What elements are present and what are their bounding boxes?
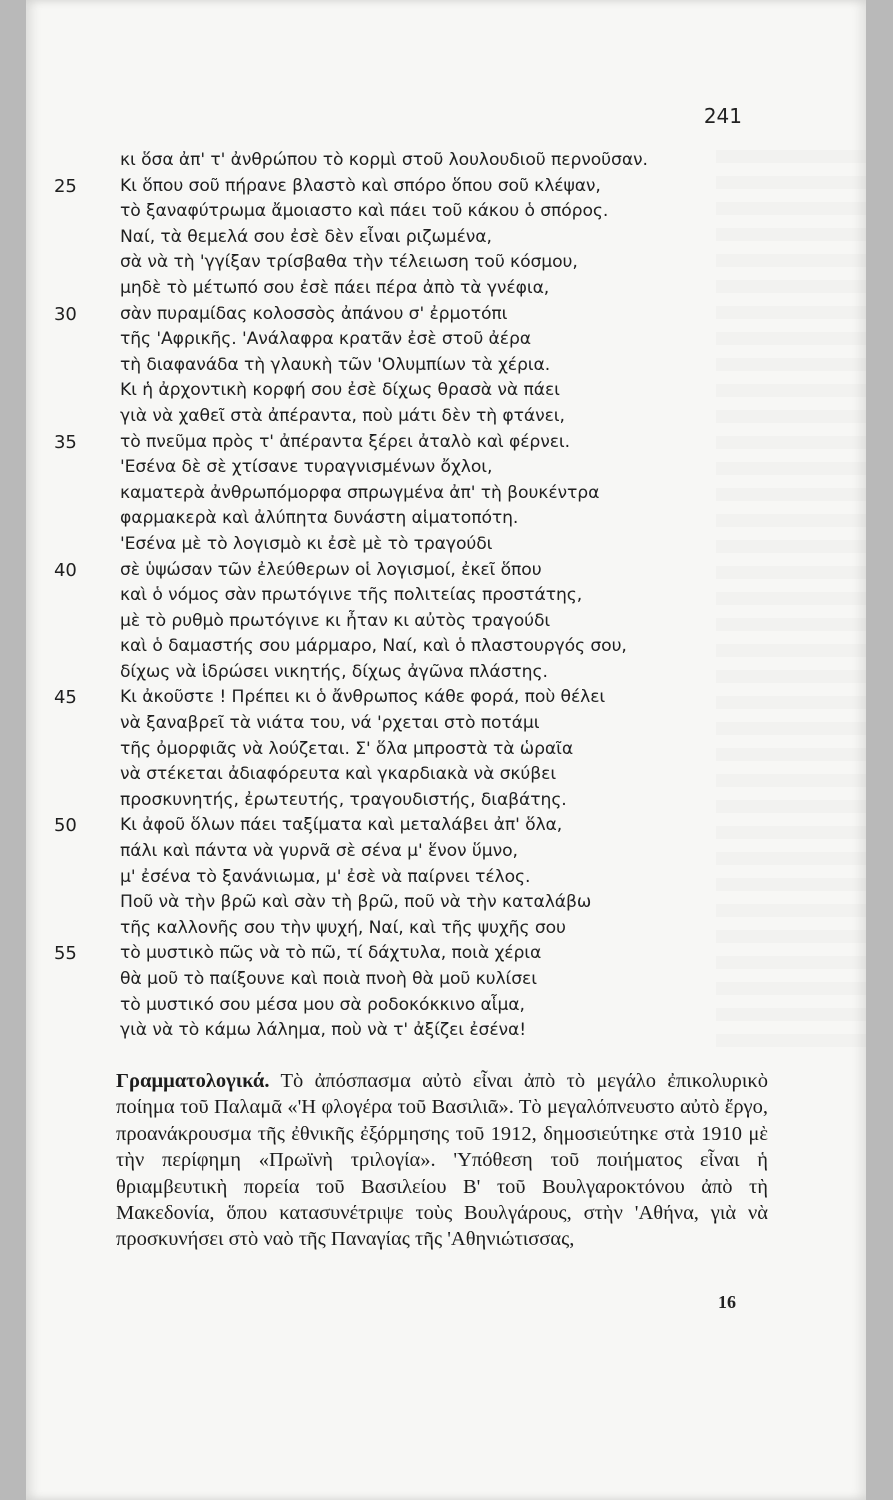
line-number: 45 [54,687,77,709]
poem-line [120,737,780,763]
line-text: τὸ ξαναφύτρωμα ἄμοιαστο καὶ πάει τοῦ κάκου ὁ σπόρος. [120,201,609,222]
poem-line [120,148,780,174]
line-text: νὰ στέκεται ἀδιαφόρευτα καὶ γκαρδιακὰ νὰ σκύβει [120,764,557,785]
poem-line [120,199,780,225]
poem-line [120,609,780,635]
poem-line [54,430,780,456]
line-text: καματερὰ ἀνθρωπόμορφα σπρωγμένα ἀπ' τὴ βουκέντρα [120,482,600,503]
line-text: κι ὅσα ἀπ' τ' ἀνθρώπου τὸ κορμὶ στοῦ λουλουδιοῦ περνοῦσαν. [120,150,648,170]
poem-line [120,762,780,788]
line-text: δίχως νὰ ἱδρώσει νικητής, δίχως ἀγῶνα πλάστης. [120,661,548,682]
line-text: 'Εσένα δὲ σὲ χτίσανε τυραγνισμένων ὄχλοι, [120,457,493,478]
poem-line [120,276,780,302]
line-text: τὸ μυστικὸ πῶς νὰ τὸ πῶ, τί δάχτυλα, ποιὰ χέρια [120,943,542,964]
line-text: μηδὲ τὸ μέτωπό σου ἐσὲ πάει πέρα ἀπὸ τὰ γνέφια, [120,277,550,298]
poem-line [120,916,780,942]
commentary-heading: Γραμματολογικά. [116,1070,270,1092]
poem-line [120,634,780,660]
poem-line [120,506,780,532]
commentary-paragraph [116,1068,768,1253]
line-text: μ' ἐσένα τὸ ξανάνιωμα, μ' ἐσὲ νὰ παίρνει τέλος. [120,866,531,887]
line-text: τῆς ὀμορφιᾶς νὰ λούζεται. Σ' ὅλα μπροστὰ τὰ ὡραῖα [120,738,574,759]
line-text: Κι ἀκοῦστε ! Πρέπει κι ὁ ἄνθρωπος κάθε φορά, ποὺ θέλει [120,687,606,708]
commentary-body: Τὸ ἀπόσπασμα αὐτὸ εἶναι ἀπὸ τὸ μεγάλο ἐπικολυρικὸ ποίημα τοῦ Παλαμᾶ «'Η φλογέρα τοῦ Βασιλιᾶ». Τὸ μεγαλόπνευστο αὐτὸ ἔργο, προανάκρουσμα τῆς ἐθνικῆς ἐξόρμησης τοῦ 1912, δημοσιεύτηκε στὰ 1910 μὲ τὴν περίφημη «Πρωϊνὴ τριλογία». 'Υπόθεση τοῦ ποιήματος εἶναι ἡ θριαμβευτικὴ πορεία τοῦ Βασιλείου Β' τοῦ Βουλγαροκτόνου ἀπὸ τὴ Μακεδονία, ὅπου κατασυνέτριψε τοὺς Βουλγάρους, στὴν 'Αθήνα, γιὰ νὰ προσκυνήσει στὸ ναὸ τῆς Παναγίας τῆς 'Αθηνιώτισσας, [116,1070,768,1251]
poem-line [120,967,780,993]
line-text: τῆς 'Αφρικῆς. 'Ανάλαφρα κρατᾶν ἐσὲ στοῦ ἀέρα [120,329,532,350]
line-text: μὲ τὸ ρυθμὸ πρωτόγινε κι ἦταν κι αὐτὸς τραγούδι [120,610,551,631]
poem-line [120,1018,780,1044]
line-text: σὰν πυραμίδας κολοσσὸς ἀπάνου σ' ἐρμοτόπι [120,303,508,324]
poem-line [120,250,780,276]
line-number: 35 [54,431,77,453]
line-text: τὴ διαφανάδα τὴ γλαυκὴ τῶν 'Ολυμπίων τὰ χέρια. [120,354,551,375]
line-text: καὶ ὁ δαμαστής σου μάρμαρο, Ναί, καὶ ὁ πλαστουργός σου, [120,636,627,657]
poem-line [120,993,780,1019]
poem-line [54,685,780,711]
line-text: τῆς καλλονῆς σου τὴν ψυχή, Ναί, καὶ τῆς ψυχῆς σου [120,917,566,938]
line-text: γιὰ νὰ χαθεῖ στὰ ἀπέραντα, ποὺ μάτι δὲν τὴ φτάνει, [120,405,565,426]
line-text: φαρμακερὰ καὶ ἀλύπητα δυνάστη αἱματοπότη. [120,508,519,529]
poem-line [120,660,780,686]
poem-line [120,404,780,430]
line-text: προσκυνητής, ἐρωτευτής, τραγουδιστής, διαβάτης. [120,789,567,810]
poem-line [120,481,780,507]
poem-line [120,583,780,609]
poem-line [120,890,780,916]
poem-line [54,302,780,328]
poem-excerpt [54,148,780,1044]
line-text: καὶ ὁ νόμος σὰν πρωτόγινε τῆς πολιτείας προστάτης, [120,585,583,606]
poem-line [120,865,780,891]
poem-line [120,532,780,558]
poem-line [54,813,780,839]
line-text: σὰ νὰ τὴ 'γγίξαν τρίσβαθα τὴν τέλειωση τοῦ κόσμου, [120,252,578,273]
poem-line [120,225,780,251]
poem-line [120,327,780,353]
page-number: 241 [703,104,742,128]
line-text: τὸ μυστικό σου μέσα μου σὰ ροδοκόκκινο αἷμα, [120,994,525,1015]
book-page [26,0,866,1500]
line-text: σὲ ὑψώσαν τῶν ἐλεύθερων οἱ λογισμοί, ἐκεῖ ὅπου [120,559,542,580]
line-text: θὰ μοῦ τὸ παίξουνε καὶ ποιὰ πνοὴ θὰ μοῦ κυλίσει [120,969,537,989]
line-number: 25 [54,175,77,197]
line-text: Κι ἀφοῦ ὅλων πάει ταξίματα καὶ μεταλάβει ἀπ' ὅλα, [120,815,563,836]
poem-line [120,378,780,404]
poem-line [120,711,780,737]
poem-line [120,788,780,814]
line-text: 'Εσένα μὲ τὸ λογισμὸ κι ἐσὲ μὲ τὸ τραγούδι [120,533,493,554]
line-text: τὸ πνεῦμα πρὸς τ' ἀπέραντα ξέρει ἀταλὸ καὶ φέρνει. [120,431,571,452]
line-number: 50 [54,815,77,837]
line-text: Ποῦ νὰ τὴν βρῶ καὶ σὰν τὴ βρῶ, ποῦ νὰ τὴν καταλάβω [120,892,592,913]
line-number: 30 [54,303,77,325]
line-number: 55 [54,943,77,965]
signature-mark: 16 [718,1292,736,1312]
poem-line [54,174,780,200]
line-text: Κι ἡ ἀρχοντικὴ κορφή σου ἐσὲ δίχως θρασὰ νὰ πάει [120,380,560,401]
poem-line [120,353,780,379]
poem-line [120,455,780,481]
line-text: γιὰ νὰ τὸ κάμω λάλημα, ποὺ νὰ τ' ἀξίζει ἐσένα! [120,1020,527,1041]
poem-line [54,558,780,584]
poem-line [120,839,780,865]
poem-line [54,941,780,967]
line-text: πάλι καὶ πάντα νὰ γυρνᾶ σὲ σένα μ' ἕνον ὕμνο, [120,841,518,862]
line-text: Ναί, τὰ θεμελά σου ἐσὲ δὲν εἶναι ριζωμένα, [120,226,492,247]
line-text: νὰ ξαναβρεῖ τὰ νιάτα του, νά 'ρχεται στὸ ποτάμι [120,713,540,734]
line-number: 40 [54,559,77,581]
line-text: Κι ὅπου σοῦ πήρανε βλαστὸ καὶ σπόρο ὅπου σοῦ κλέψαν, [120,175,601,196]
